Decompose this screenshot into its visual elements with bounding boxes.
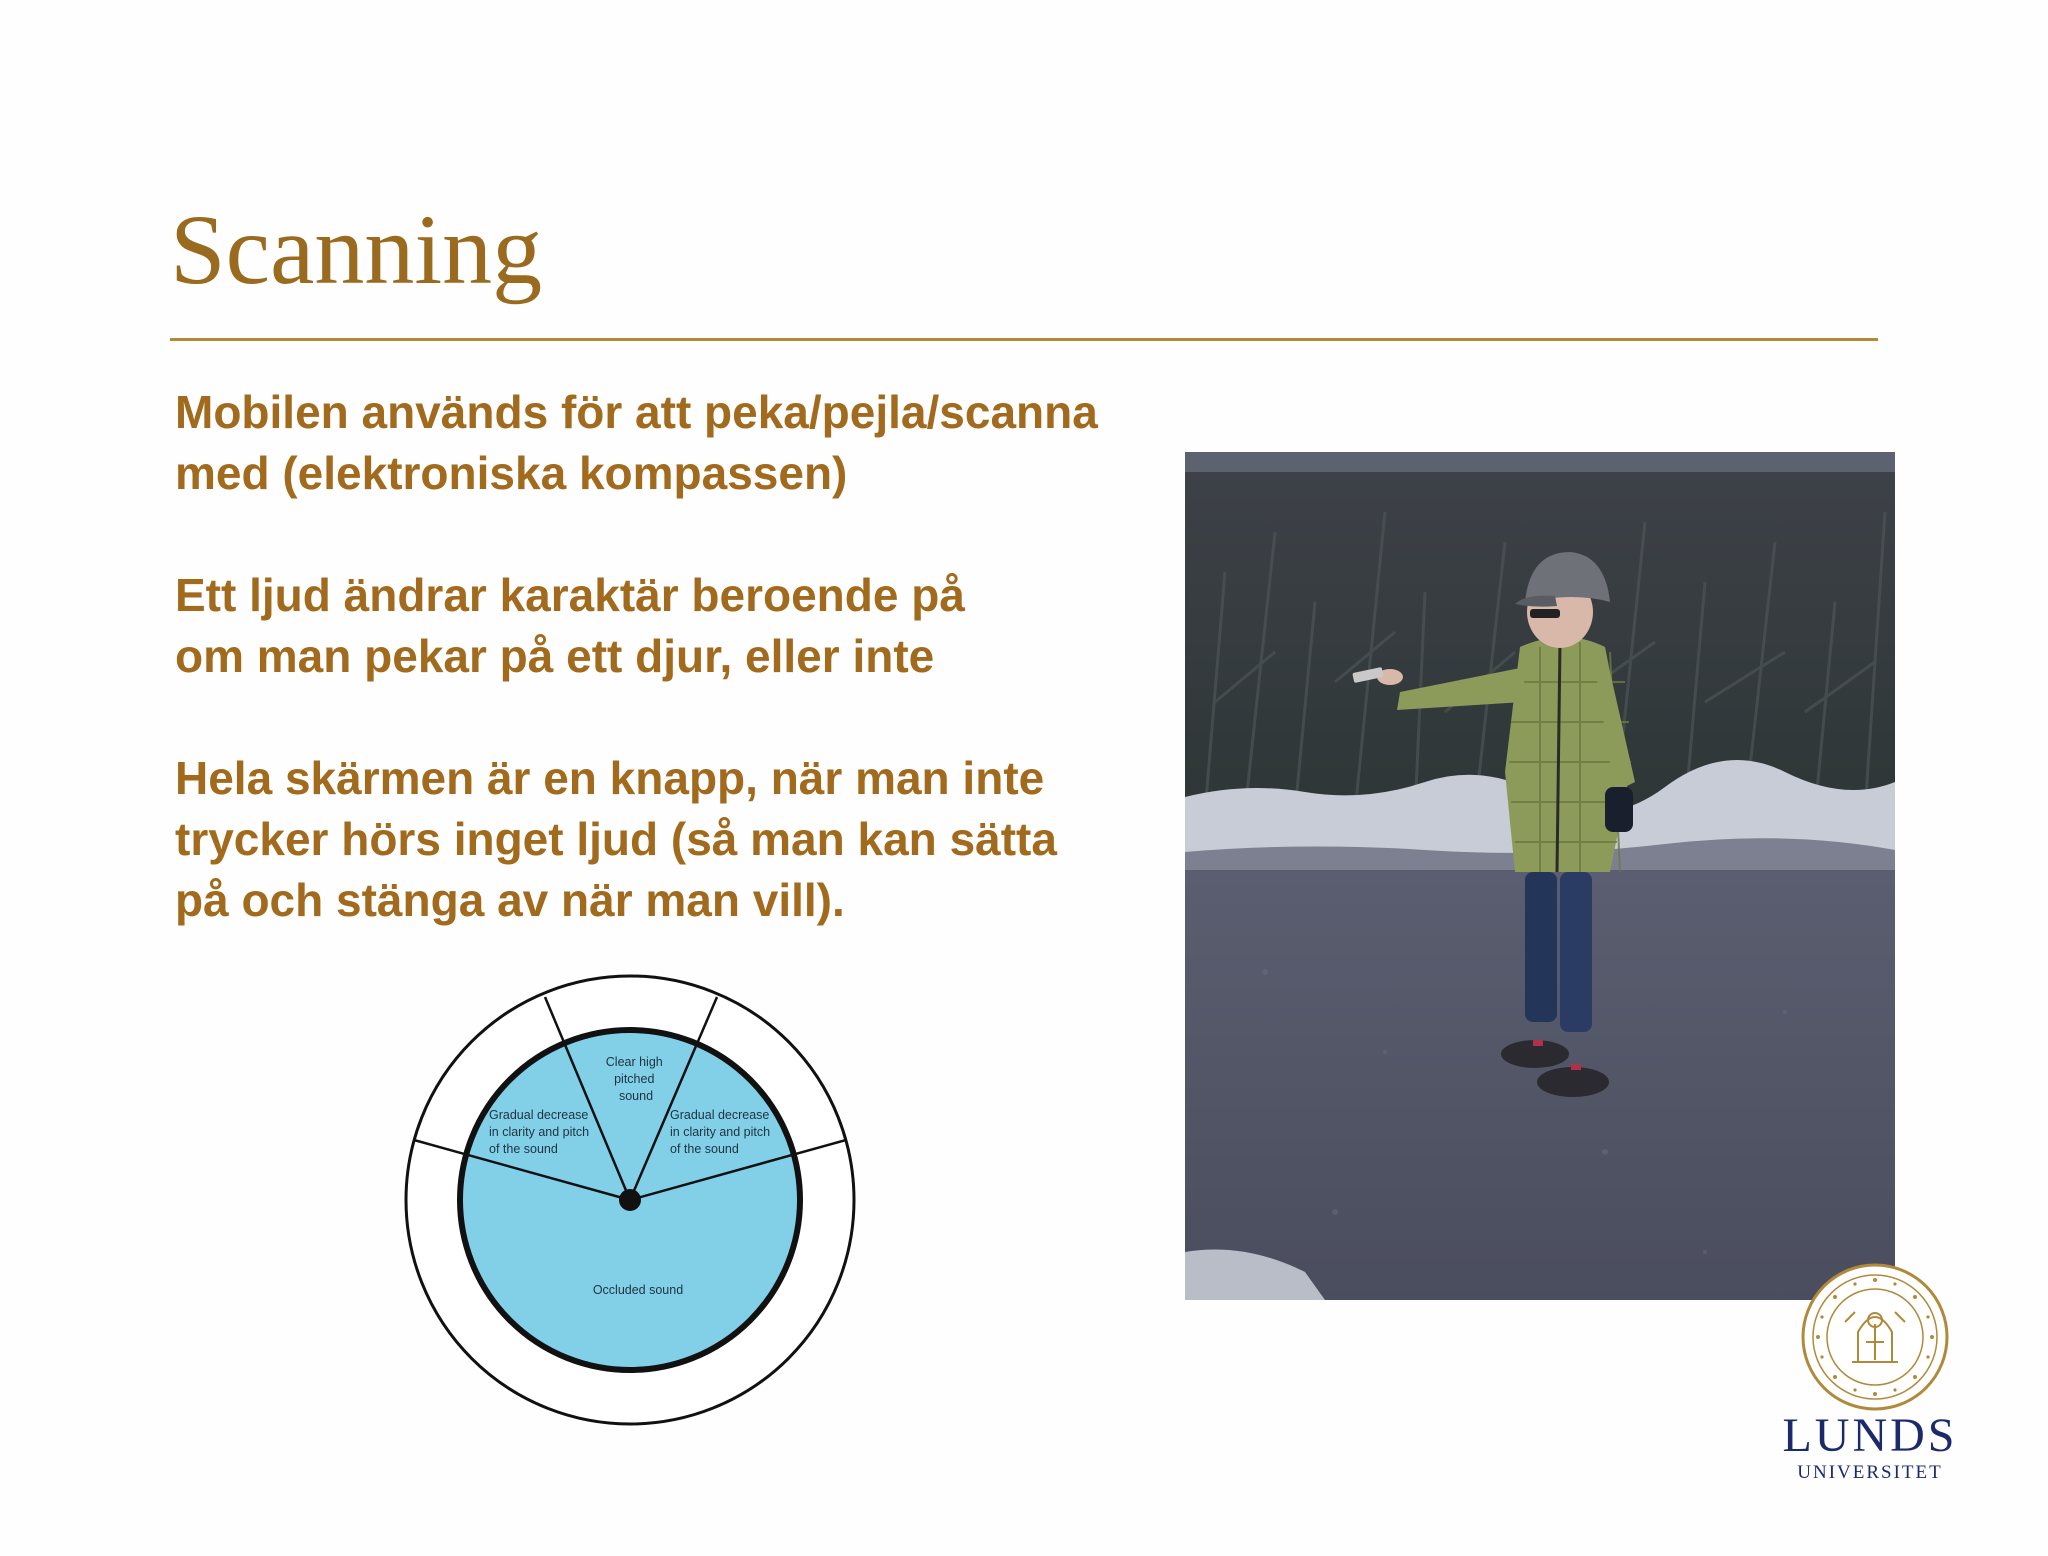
title-divider: [170, 338, 1878, 341]
slide-title: Scanning: [170, 194, 543, 305]
university-seal-icon: [1800, 1262, 1950, 1412]
paragraph-line: Ett ljud ändrar karaktär beroende på: [175, 569, 965, 621]
paragraph-1: [175, 382, 1185, 504]
sound-zone-diagram: [400, 970, 860, 1430]
user-position-dot: [619, 1189, 641, 1211]
paragraph-line: med (elektroniska kompassen): [175, 447, 848, 499]
lund-university-logo: [1770, 1262, 1970, 1492]
label-occluded-sound: Occluded sound: [592, 1283, 684, 1297]
wordmark-name: LUNDS: [1782, 1409, 1958, 1462]
child-scanning-photo: [1185, 452, 1895, 1300]
body-text: [175, 382, 1185, 992]
paragraph-line: trycker hörs inget ljud (så man kan sätta: [175, 813, 1057, 865]
label-clear-sound: Clear high pitched sound: [605, 1055, 663, 1103]
photo-illustration: [1185, 452, 1895, 1300]
paragraph-line: Mobilen används för att peka/pejla/scanna: [175, 386, 1098, 438]
wordmark-subtitle: UNIVERSITET: [1797, 1462, 1943, 1483]
paragraph-line: Hela skärmen är en knapp, när man inte: [175, 752, 1045, 804]
paragraph-line: om man pekar på ett djur, eller inte: [175, 630, 935, 682]
paragraph-3: [175, 748, 1185, 931]
university-wordmark: [1770, 1410, 1970, 1484]
paragraph-2: [175, 565, 1185, 687]
label-gradual-decrease-left: Gradual decrease in clarity and pitch of the sound: [489, 1108, 590, 1156]
label-gradual-decrease-right: Gradual decrease in clarity and pitch of the sound: [670, 1108, 771, 1156]
sound-zone-svg: [400, 970, 860, 1430]
paragraph-line: på och stänga av när man vill).: [175, 874, 845, 926]
